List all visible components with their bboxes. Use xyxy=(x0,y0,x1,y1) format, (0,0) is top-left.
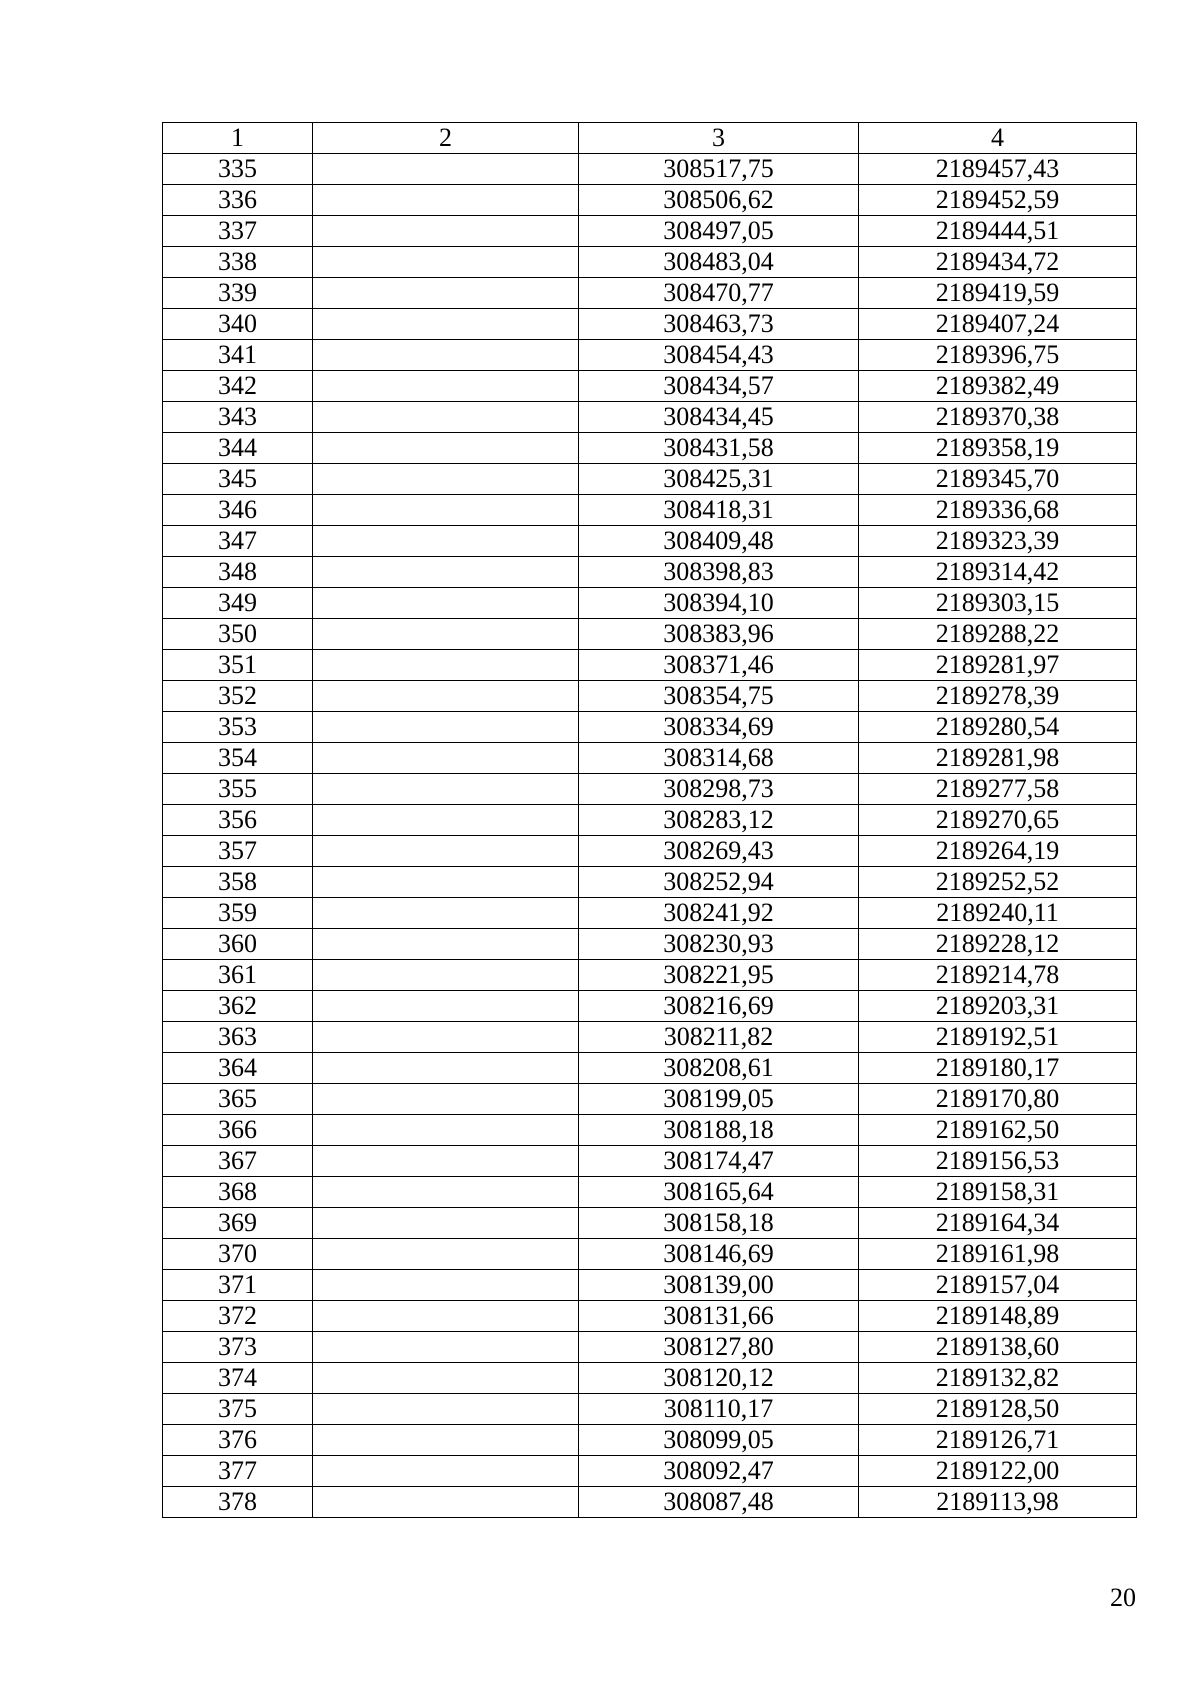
description-cell xyxy=(313,1239,579,1270)
x-coordinate-cell: 308146,69 xyxy=(579,1239,859,1270)
table-row xyxy=(163,1115,1137,1146)
description-cell xyxy=(313,712,579,743)
description-cell xyxy=(313,1115,579,1146)
description-cell xyxy=(313,805,579,836)
x-coordinate-cell: 308139,00 xyxy=(579,1270,859,1301)
x-coordinate-cell: 308221,95 xyxy=(579,960,859,991)
table-row xyxy=(163,247,1137,278)
description-cell xyxy=(313,495,579,526)
y-coordinate-cell: 2189157,04 xyxy=(859,1270,1137,1301)
y-coordinate-cell: 2189434,72 xyxy=(859,247,1137,278)
point-number-cell: 342 xyxy=(163,371,313,402)
point-number-cell: 372 xyxy=(163,1301,313,1332)
x-coordinate-cell: 308087,48 xyxy=(579,1487,859,1518)
table-row xyxy=(163,1270,1137,1301)
description-cell xyxy=(313,650,579,681)
point-number-cell: 378 xyxy=(163,1487,313,1518)
table-row xyxy=(163,681,1137,712)
y-coordinate-cell: 2189452,59 xyxy=(859,185,1137,216)
table-row xyxy=(163,1487,1137,1518)
x-coordinate-cell: 308354,75 xyxy=(579,681,859,712)
point-number-cell: 368 xyxy=(163,1177,313,1208)
y-coordinate-cell: 2189264,19 xyxy=(859,836,1137,867)
description-cell xyxy=(313,154,579,185)
table-row xyxy=(163,1301,1137,1332)
table-row xyxy=(163,712,1137,743)
page-number: 20 xyxy=(1110,1583,1136,1612)
table-row xyxy=(163,526,1137,557)
description-cell xyxy=(313,743,579,774)
table-row xyxy=(163,495,1137,526)
x-coordinate-cell: 308398,83 xyxy=(579,557,859,588)
y-coordinate-cell: 2189444,51 xyxy=(859,216,1137,247)
point-number-cell: 347 xyxy=(163,526,313,557)
table-row xyxy=(163,557,1137,588)
table-header-row xyxy=(163,123,1137,154)
x-coordinate-cell: 308131,66 xyxy=(579,1301,859,1332)
table-row xyxy=(163,1053,1137,1084)
point-number-cell: 344 xyxy=(163,433,313,464)
table-row xyxy=(163,991,1137,1022)
description-cell xyxy=(313,867,579,898)
description-cell xyxy=(313,402,579,433)
x-coordinate-cell: 308252,94 xyxy=(579,867,859,898)
point-number-cell: 374 xyxy=(163,1363,313,1394)
point-number-cell: 339 xyxy=(163,278,313,309)
description-cell xyxy=(313,557,579,588)
description-cell xyxy=(313,433,579,464)
description-cell xyxy=(313,1456,579,1487)
x-coordinate-cell: 308127,80 xyxy=(579,1332,859,1363)
y-coordinate-cell: 2189457,43 xyxy=(859,154,1137,185)
description-cell xyxy=(313,619,579,650)
x-coordinate-cell: 308409,48 xyxy=(579,526,859,557)
point-number-cell: 340 xyxy=(163,309,313,340)
x-coordinate-cell: 308298,73 xyxy=(579,774,859,805)
table-row xyxy=(163,960,1137,991)
table-row xyxy=(163,1456,1137,1487)
x-coordinate-cell: 308092,47 xyxy=(579,1456,859,1487)
point-number-cell: 351 xyxy=(163,650,313,681)
point-number-cell: 357 xyxy=(163,836,313,867)
point-number-cell: 338 xyxy=(163,247,313,278)
description-cell xyxy=(313,681,579,712)
description-cell xyxy=(313,340,579,371)
x-coordinate-cell: 308431,58 xyxy=(579,433,859,464)
x-coordinate-cell: 308483,04 xyxy=(579,247,859,278)
description-cell xyxy=(313,1270,579,1301)
description-cell xyxy=(313,1084,579,1115)
description-cell xyxy=(313,309,579,340)
table-row xyxy=(163,1208,1137,1239)
point-number-cell: 376 xyxy=(163,1425,313,1456)
point-number-cell: 355 xyxy=(163,774,313,805)
table-row xyxy=(163,185,1137,216)
table-row xyxy=(163,402,1137,433)
y-coordinate-cell: 2189162,50 xyxy=(859,1115,1137,1146)
x-coordinate-cell: 308216,69 xyxy=(579,991,859,1022)
table-row xyxy=(163,929,1137,960)
description-cell xyxy=(313,371,579,402)
point-number-cell: 371 xyxy=(163,1270,313,1301)
point-number-cell: 375 xyxy=(163,1394,313,1425)
x-coordinate-cell: 308314,68 xyxy=(579,743,859,774)
table-row xyxy=(163,1146,1137,1177)
point-number-cell: 356 xyxy=(163,805,313,836)
x-coordinate-cell: 308371,46 xyxy=(579,650,859,681)
point-number-cell: 346 xyxy=(163,495,313,526)
x-coordinate-cell: 308230,93 xyxy=(579,929,859,960)
description-cell xyxy=(313,1425,579,1456)
table-row xyxy=(163,1022,1137,1053)
table-body xyxy=(163,154,1137,1518)
table-row xyxy=(163,1425,1137,1456)
description-cell xyxy=(313,1487,579,1518)
description-cell xyxy=(313,1053,579,1084)
description-cell xyxy=(313,1208,579,1239)
description-cell xyxy=(313,588,579,619)
y-coordinate-cell: 2189214,78 xyxy=(859,960,1137,991)
description-cell xyxy=(313,1363,579,1394)
y-coordinate-cell: 2189240,11 xyxy=(859,898,1137,929)
x-coordinate-cell: 308174,47 xyxy=(579,1146,859,1177)
y-coordinate-cell: 2189192,51 xyxy=(859,1022,1137,1053)
y-coordinate-cell: 2189288,22 xyxy=(859,619,1137,650)
description-cell xyxy=(313,774,579,805)
table-row xyxy=(163,743,1137,774)
x-coordinate-cell: 308188,18 xyxy=(579,1115,859,1146)
y-coordinate-cell: 2189303,15 xyxy=(859,588,1137,619)
point-number-cell: 361 xyxy=(163,960,313,991)
y-coordinate-cell: 2189158,31 xyxy=(859,1177,1137,1208)
description-cell xyxy=(313,898,579,929)
x-coordinate-cell: 308208,61 xyxy=(579,1053,859,1084)
point-number-cell: 360 xyxy=(163,929,313,960)
y-coordinate-cell: 2189370,38 xyxy=(859,402,1137,433)
point-number-cell: 336 xyxy=(163,185,313,216)
table-row xyxy=(163,309,1137,340)
y-coordinate-cell: 2189122,00 xyxy=(859,1456,1137,1487)
point-number-cell: 352 xyxy=(163,681,313,712)
y-coordinate-cell: 2189170,80 xyxy=(859,1084,1137,1115)
point-number-cell: 377 xyxy=(163,1456,313,1487)
x-coordinate-cell: 308120,12 xyxy=(579,1363,859,1394)
point-number-cell: 367 xyxy=(163,1146,313,1177)
point-number-cell: 337 xyxy=(163,216,313,247)
y-coordinate-cell: 2189277,58 xyxy=(859,774,1137,805)
point-number-cell: 359 xyxy=(163,898,313,929)
point-number-cell: 366 xyxy=(163,1115,313,1146)
table-row xyxy=(163,650,1137,681)
y-coordinate-cell: 2189382,49 xyxy=(859,371,1137,402)
y-coordinate-cell: 2189228,12 xyxy=(859,929,1137,960)
table-row xyxy=(163,433,1137,464)
y-coordinate-cell: 2189396,75 xyxy=(859,340,1137,371)
description-cell xyxy=(313,1394,579,1425)
point-number-cell: 363 xyxy=(163,1022,313,1053)
x-coordinate-cell: 308454,43 xyxy=(579,340,859,371)
description-cell xyxy=(313,1146,579,1177)
point-number-cell: 348 xyxy=(163,557,313,588)
x-coordinate-cell: 308199,05 xyxy=(579,1084,859,1115)
point-number-cell: 354 xyxy=(163,743,313,774)
x-coordinate-cell: 308283,12 xyxy=(579,805,859,836)
description-cell xyxy=(313,991,579,1022)
table-row xyxy=(163,836,1137,867)
x-coordinate-cell: 308211,82 xyxy=(579,1022,859,1053)
x-coordinate-cell: 308383,96 xyxy=(579,619,859,650)
y-coordinate-cell: 2189345,70 xyxy=(859,464,1137,495)
y-coordinate-cell: 2189148,89 xyxy=(859,1301,1137,1332)
table-row xyxy=(163,1394,1137,1425)
point-number-cell: 365 xyxy=(163,1084,313,1115)
x-coordinate-cell: 308158,18 xyxy=(579,1208,859,1239)
y-coordinate-cell: 2189252,52 xyxy=(859,867,1137,898)
column-header-4: 4 xyxy=(859,123,1137,154)
coordinates-table xyxy=(162,122,1137,1518)
y-coordinate-cell: 2189113,98 xyxy=(859,1487,1137,1518)
x-coordinate-cell: 308497,05 xyxy=(579,216,859,247)
y-coordinate-cell: 2189161,98 xyxy=(859,1239,1137,1270)
point-number-cell: 364 xyxy=(163,1053,313,1084)
y-coordinate-cell: 2189281,98 xyxy=(859,743,1137,774)
y-coordinate-cell: 2189203,31 xyxy=(859,991,1137,1022)
description-cell xyxy=(313,960,579,991)
point-number-cell: 341 xyxy=(163,340,313,371)
y-coordinate-cell: 2189180,17 xyxy=(859,1053,1137,1084)
table-row xyxy=(163,1084,1137,1115)
y-coordinate-cell: 2189323,39 xyxy=(859,526,1137,557)
description-cell xyxy=(313,836,579,867)
column-header-1: 1 xyxy=(163,123,313,154)
table-row xyxy=(163,867,1137,898)
description-cell xyxy=(313,1177,579,1208)
x-coordinate-cell: 308434,45 xyxy=(579,402,859,433)
table-row xyxy=(163,1363,1137,1394)
table-row xyxy=(163,340,1137,371)
y-coordinate-cell: 2189126,71 xyxy=(859,1425,1137,1456)
x-coordinate-cell: 308110,17 xyxy=(579,1394,859,1425)
table-row xyxy=(163,1177,1137,1208)
table-row xyxy=(163,588,1137,619)
description-cell xyxy=(313,247,579,278)
y-coordinate-cell: 2189314,42 xyxy=(859,557,1137,588)
y-coordinate-cell: 2189280,54 xyxy=(859,712,1137,743)
y-coordinate-cell: 2189156,53 xyxy=(859,1146,1137,1177)
point-number-cell: 335 xyxy=(163,154,313,185)
point-number-cell: 358 xyxy=(163,867,313,898)
x-coordinate-cell: 308506,62 xyxy=(579,185,859,216)
y-coordinate-cell: 2189358,19 xyxy=(859,433,1137,464)
x-coordinate-cell: 308517,75 xyxy=(579,154,859,185)
column-header-3: 3 xyxy=(579,123,859,154)
x-coordinate-cell: 308463,73 xyxy=(579,309,859,340)
x-coordinate-cell: 308434,57 xyxy=(579,371,859,402)
table-row xyxy=(163,278,1137,309)
description-cell xyxy=(313,1301,579,1332)
table-row xyxy=(163,1239,1137,1270)
description-cell xyxy=(313,1332,579,1363)
description-cell xyxy=(313,278,579,309)
column-header-2: 2 xyxy=(313,123,579,154)
y-coordinate-cell: 2189128,50 xyxy=(859,1394,1137,1425)
table-row xyxy=(163,805,1137,836)
y-coordinate-cell: 2189132,82 xyxy=(859,1363,1137,1394)
description-cell xyxy=(313,1022,579,1053)
point-number-cell: 343 xyxy=(163,402,313,433)
description-cell xyxy=(313,526,579,557)
x-coordinate-cell: 308334,69 xyxy=(579,712,859,743)
y-coordinate-cell: 2189278,39 xyxy=(859,681,1137,712)
y-coordinate-cell: 2189164,34 xyxy=(859,1208,1137,1239)
point-number-cell: 345 xyxy=(163,464,313,495)
y-coordinate-cell: 2189419,59 xyxy=(859,278,1137,309)
point-number-cell: 353 xyxy=(163,712,313,743)
x-coordinate-cell: 308241,92 xyxy=(579,898,859,929)
x-coordinate-cell: 308165,64 xyxy=(579,1177,859,1208)
point-number-cell: 369 xyxy=(163,1208,313,1239)
y-coordinate-cell: 2189138,60 xyxy=(859,1332,1137,1363)
table-row xyxy=(163,774,1137,805)
y-coordinate-cell: 2189281,97 xyxy=(859,650,1137,681)
x-coordinate-cell: 308418,31 xyxy=(579,495,859,526)
description-cell xyxy=(313,929,579,960)
table-row xyxy=(163,619,1137,650)
table-row xyxy=(163,154,1137,185)
description-cell xyxy=(313,216,579,247)
x-coordinate-cell: 308425,31 xyxy=(579,464,859,495)
y-coordinate-cell: 2189270,65 xyxy=(859,805,1137,836)
table-row xyxy=(163,1332,1137,1363)
point-number-cell: 373 xyxy=(163,1332,313,1363)
table-row xyxy=(163,464,1137,495)
point-number-cell: 350 xyxy=(163,619,313,650)
description-cell xyxy=(313,185,579,216)
table-row xyxy=(163,216,1137,247)
x-coordinate-cell: 308269,43 xyxy=(579,836,859,867)
point-number-cell: 349 xyxy=(163,588,313,619)
x-coordinate-cell: 308099,05 xyxy=(579,1425,859,1456)
table-row xyxy=(163,898,1137,929)
y-coordinate-cell: 2189407,24 xyxy=(859,309,1137,340)
table-row xyxy=(163,371,1137,402)
x-coordinate-cell: 308470,77 xyxy=(579,278,859,309)
description-cell xyxy=(313,464,579,495)
x-coordinate-cell: 308394,10 xyxy=(579,588,859,619)
point-number-cell: 370 xyxy=(163,1239,313,1270)
y-coordinate-cell: 2189336,68 xyxy=(859,495,1137,526)
point-number-cell: 362 xyxy=(163,991,313,1022)
